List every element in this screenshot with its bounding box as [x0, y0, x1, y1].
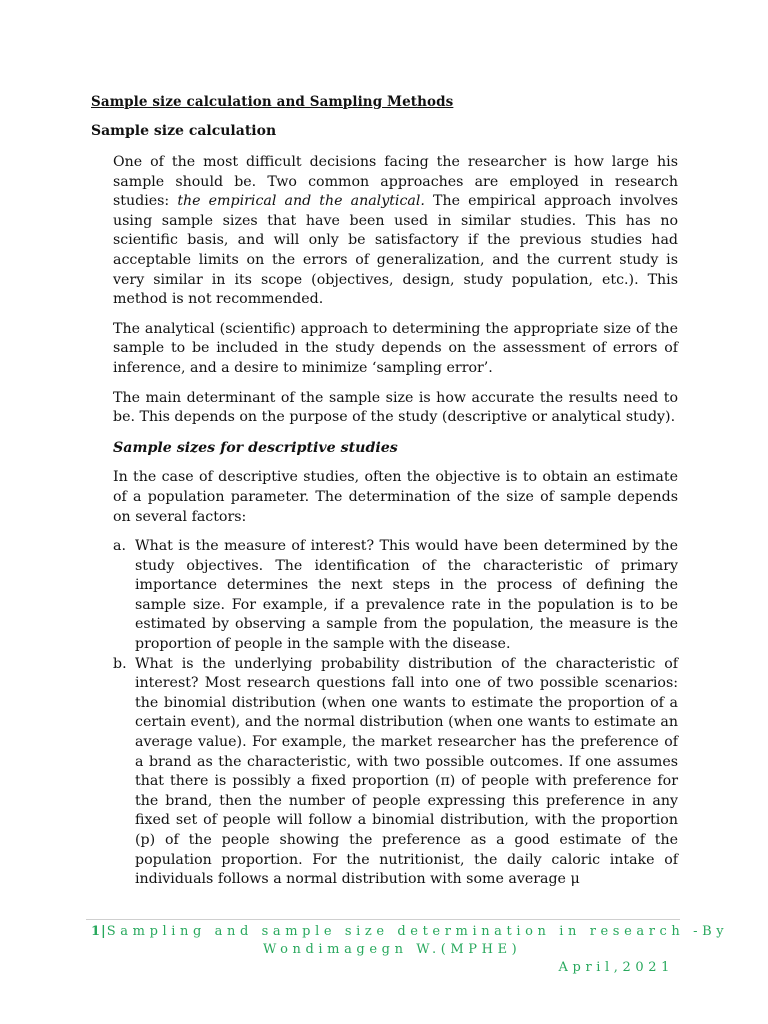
footer-date: April,2021	[558, 960, 674, 975]
paragraph-intro-italic: the empirical and the analytical.	[177, 193, 425, 210]
document-title: Sample size calculation and Sampling Methods	[91, 94, 454, 110]
footer-author: Wondimagegn W.(MPHE)	[263, 942, 522, 957]
factors-list	[113, 537, 678, 890]
section-heading: Sample size calculation	[91, 123, 277, 139]
list-item	[113, 537, 678, 655]
paragraph-analytical-approach: The analytical (scientific) approach to determining the appropriate size of the sample to be included in the study depends on the assessment of errors of inference, and a desire to minimize ‘sampling error’.	[113, 320, 678, 376]
footer-divider	[86, 919, 680, 920]
list-item	[113, 655, 678, 890]
paragraph-descriptive-studies: In the case of descriptive studies, often the objective is to obtain an estimate of a population parameter. The determination of the size of sample depends on several factors:	[113, 469, 678, 525]
paragraph-main-determinant: The main determinant of the sample size is how accurate the results need to be. This depends on the purpose of the study (descriptive or analytical study).	[113, 389, 678, 426]
list-item-marker: a.	[113, 538, 126, 555]
page-number: 1	[91, 924, 102, 939]
footer-line1	[91, 924, 729, 939]
paragraph-intro	[113, 153, 678, 310]
document-body	[113, 153, 678, 890]
paragraph-intro-part1: One of the most difficult decisions facing the researcher is how large his sample should be. Two common approaches are employed in research studies:	[113, 154, 678, 210]
footer-separator: |	[101, 924, 107, 939]
subheading-descriptive-studies: Sample sizes for descriptive studies	[113, 439, 398, 456]
list-item-text: What is the measure of interest? This would have been determined by the study objectives. The identification of the characteristic of primary importance determines the next steps in the process of defining the sample size. For example, if a prevalence rate in the population is to be estimated by observing a sample from the population, the measure is the proportion of people in the sample with the disease.	[135, 538, 678, 653]
paragraph-intro-part2: The empirical approach involves using sample sizes that have been used in similar studies. This has no scientific basis, and will only be satisfactory if the previous studies had acceptable limits on the errors of generalization, and the current study is very similar in its scope (objectives, design, study population, etc.). This method is not recommended.	[113, 193, 678, 308]
footer-text-line1: Sampling and sample size determination in research -By	[106, 924, 729, 939]
list-item-marker: b.	[113, 655, 127, 672]
list-item-text: What is the underlying probability distribution of the characteristic of interest? Most research questions fall into one of two possible scenarios: the binomial distribution (when one wants to estimate the proportion of a certain event), and the normal distribution (when one wants to estimate an average value). For example, the market researcher has the preference of a brand as the characteristic, with two possible outcomes. If one assumes that there is possibly a fixed proportion (π) of people with preference for the brand, then the number of people expressing this preference in any fixed set of people will follow a binomial distribution, with the proportion (p) of the people showing the preference as a good estimate of the population proportion. For the nutritionist, the daily caloric intake of individuals follows a normal distribution with some average μ	[135, 655, 678, 888]
